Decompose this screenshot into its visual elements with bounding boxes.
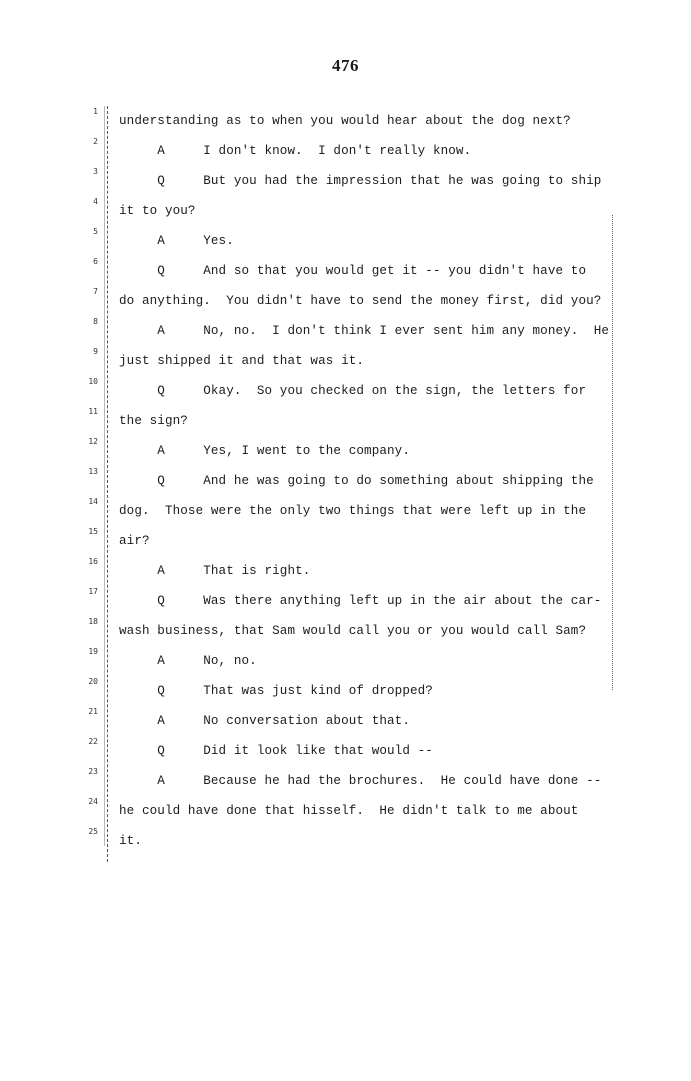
transcript-line <box>0 677 691 713</box>
line-number: 19 <box>88 647 98 656</box>
line-text: air? <box>119 534 150 548</box>
line-text: wash business, that Sam would call you or you would call Sam? <box>119 624 587 638</box>
line-text: Q And so that you would get it -- you didn't have to <box>119 264 587 278</box>
transcript-line <box>0 437 691 473</box>
line-number: 15 <box>88 527 98 536</box>
line-number: 9 <box>93 347 98 356</box>
line-text: A Yes, I went to the company. <box>119 444 410 458</box>
line-text: Q But you had the impression that he was going to ship <box>119 174 602 188</box>
line-text: Q Was there anything left up in the air about the car- <box>119 594 602 608</box>
line-text: the sign? <box>119 414 188 428</box>
line-number: 14 <box>88 497 98 506</box>
line-number: 2 <box>93 137 98 146</box>
line-text: A I don't know. I don't really know. <box>119 144 472 158</box>
line-text: A No, no. <box>119 654 257 668</box>
line-text: Q That was just kind of dropped? <box>119 684 433 698</box>
line-number: 23 <box>88 767 98 776</box>
transcript-line <box>0 137 691 173</box>
transcript-line <box>0 167 691 203</box>
line-text: Q And he was going to do something about shipping the <box>119 474 594 488</box>
line-text: he could have done that hisself. He didn't talk to me about <box>119 804 579 818</box>
transcript-line <box>0 827 691 863</box>
transcript-line <box>0 797 691 833</box>
line-number: 11 <box>88 407 98 416</box>
transcript-line <box>0 767 691 803</box>
line-text: do anything. You didn't have to send the money first, did you? <box>119 294 602 308</box>
transcript-line <box>0 647 691 683</box>
transcript-line <box>0 377 691 413</box>
transcript-line <box>0 617 691 653</box>
transcript-line <box>0 197 691 233</box>
page-number: 476 <box>332 56 359 75</box>
line-number: 4 <box>93 197 98 206</box>
line-text: dog. Those were the only two things that were left up in the <box>119 504 587 518</box>
line-text: it to you? <box>119 204 196 218</box>
transcript-line <box>0 497 691 533</box>
line-number: 1 <box>93 107 98 116</box>
line-number: 16 <box>88 557 98 566</box>
line-number: 21 <box>88 707 98 716</box>
transcript-line <box>0 317 691 353</box>
line-number: 3 <box>93 167 98 176</box>
line-text: Q Did it look like that would -- <box>119 744 433 758</box>
transcript-line <box>0 287 691 323</box>
line-text: understanding as to when you would hear about the dog next? <box>119 114 571 128</box>
line-number: 5 <box>93 227 98 236</box>
line-text: just shipped it and that was it. <box>119 354 365 368</box>
line-number: 6 <box>93 257 98 266</box>
transcript-line <box>0 407 691 443</box>
transcript-line <box>0 557 691 593</box>
transcript-line <box>0 347 691 383</box>
line-text: A Because he had the brochures. He could have done -- <box>119 774 602 788</box>
transcript-line <box>0 107 691 143</box>
line-number: 24 <box>88 797 98 806</box>
line-number: 7 <box>93 287 98 296</box>
line-number: 13 <box>88 467 98 476</box>
line-number: 10 <box>88 377 98 386</box>
line-number: 8 <box>93 317 98 326</box>
transcript-line <box>0 227 691 263</box>
transcript-line <box>0 707 691 743</box>
line-number: 25 <box>88 827 98 836</box>
line-text: A No, no. I don't think I ever sent him any money. He <box>119 324 610 338</box>
line-number: 12 <box>88 437 98 446</box>
line-text: A No conversation about that. <box>119 714 410 728</box>
transcript-line <box>0 257 691 293</box>
line-text: A That is right. <box>119 564 311 578</box>
line-text: A Yes. <box>119 234 234 248</box>
transcript-line <box>0 587 691 623</box>
line-number: 17 <box>88 587 98 596</box>
transcript-line <box>0 467 691 503</box>
line-number: 22 <box>88 737 98 746</box>
transcript-line <box>0 737 691 773</box>
transcript-line <box>0 527 691 563</box>
line-text: it. <box>119 834 142 848</box>
line-number: 20 <box>88 677 98 686</box>
line-number: 18 <box>88 617 98 626</box>
line-text: Q Okay. So you checked on the sign, the letters for <box>119 384 587 398</box>
